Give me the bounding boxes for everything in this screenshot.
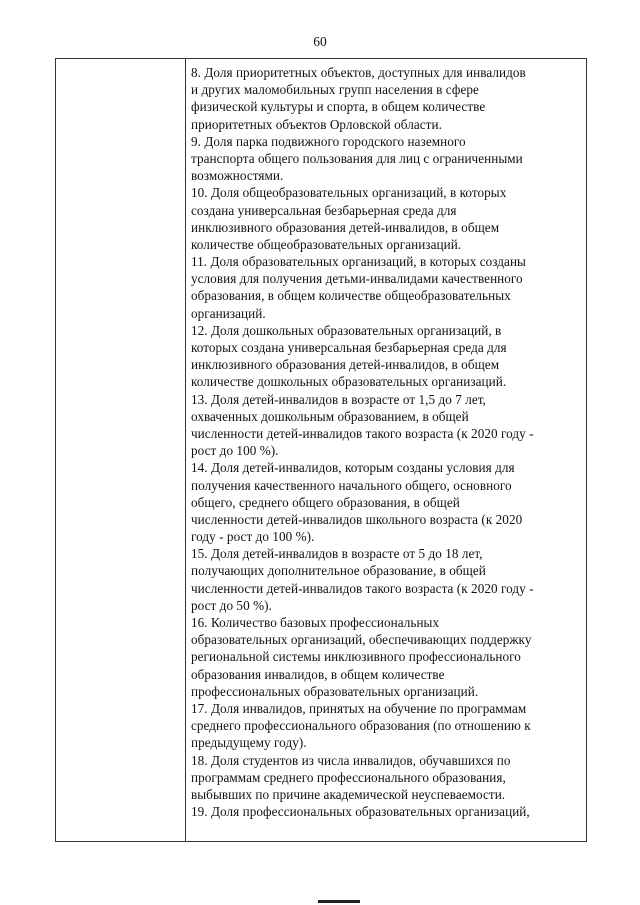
text-line: среднего профессионального образования (по отношению к <box>191 718 531 734</box>
scan-artifact-mark <box>318 900 360 903</box>
text-line: инклюзивного образования детей-инвалидов, в общем <box>191 357 500 373</box>
text-line: общего, среднего общего образования, в общей <box>191 494 460 510</box>
text-line: 10. Доля общеобразовательных организаций, в которых <box>191 185 507 201</box>
indicators-text-cell <box>191 64 583 841</box>
text-line: охваченных дошкольным образованием, в общей <box>191 408 469 424</box>
text-line: 19. Доля профессиональных образовательных организаций, <box>191 804 530 820</box>
text-line: 15. Доля детей-инвалидов в возрасте от 5 до 18 лет, <box>191 546 483 562</box>
text-line: рост до 50 %). <box>191 597 272 613</box>
text-line: возможностями. <box>191 168 284 184</box>
text-line: образования, в общем количестве общеобразовательных <box>191 288 511 304</box>
text-line: 18. Доля студентов из числа инвалидов, обучавшихся по <box>191 752 511 768</box>
indicators-table <box>55 58 587 842</box>
text-line: численности детей-инвалидов такого возраста (к 2020 году - <box>191 580 534 596</box>
column-divider <box>185 59 186 841</box>
text-line: количестве общеобразовательных организаций. <box>191 236 462 252</box>
text-line: предыдущему году). <box>191 735 307 751</box>
text-line: профессиональных образовательных организаций. <box>191 683 479 699</box>
text-line: программам среднего профессионального образования, <box>191 769 506 785</box>
text-line: которых создана универсальная безбарьерная среда для <box>191 340 507 355</box>
text-line: численности детей-инвалидов такого возраста (к 2020 году - <box>191 425 534 441</box>
text-line: 14. Доля детей-инвалидов, которым созданы условия для <box>191 460 515 476</box>
text-line: получения качественного начального общего, основного <box>191 477 512 493</box>
text-line: количестве дошкольных образовательных организаций. <box>191 374 507 390</box>
text-line: 16. Количество базовых профессиональных <box>191 615 440 630</box>
text-line: рост до 100 %). <box>191 443 279 459</box>
text-line: получающих дополнительное образование, в общей <box>191 563 486 579</box>
text-line: 8. Доля приоритетных объектов, доступных для инвалидов <box>191 65 526 80</box>
text-line: образовательных организаций, обеспечивающих поддержку <box>191 632 532 648</box>
text-line: физической культуры и спорта, в общем количестве <box>191 99 486 115</box>
text-line: организаций. <box>191 305 266 321</box>
text-line: условия для получения детьми-инвалидами качественного <box>191 271 523 287</box>
text-line: выбывших по причине академической неуспеваемости. <box>191 786 506 802</box>
text-line: 11. Доля образовательных организаций, в которых созданы <box>191 254 526 270</box>
text-line: транспорта общего пользования для лиц с ограниченными <box>191 150 523 166</box>
text-line: региональной системы инклюзивного профессионального <box>191 649 521 665</box>
text-line: инклюзивного образования детей-инвалидов, в общем <box>191 219 500 235</box>
text-line: 9. Доля парка подвижного городского наземного <box>191 133 466 149</box>
left-empty-cell <box>56 59 185 841</box>
text-line: численности детей-инвалидов школьного возраста (к 2020 <box>191 511 523 527</box>
page-number: 60 <box>313 34 327 49</box>
text-line: 12. Доля дошкольных образовательных организаций, в <box>191 322 502 338</box>
text-line: 17. Доля инвалидов, принятых на обучение по программам <box>191 700 527 716</box>
text-line: создана универсальная безбарьерная среда для <box>191 202 457 218</box>
text-line: образования инвалидов, в общем количестве <box>191 666 445 682</box>
text-line: 13. Доля детей-инвалидов в возрасте от 1,5 до 7 лет, <box>191 391 486 407</box>
text-line: году - рост до 100 %). <box>191 529 315 545</box>
text-line: и других маломобильных групп населения в сфере <box>191 82 479 98</box>
text-line: приоритетных объектов Орловской области. <box>191 116 442 132</box>
